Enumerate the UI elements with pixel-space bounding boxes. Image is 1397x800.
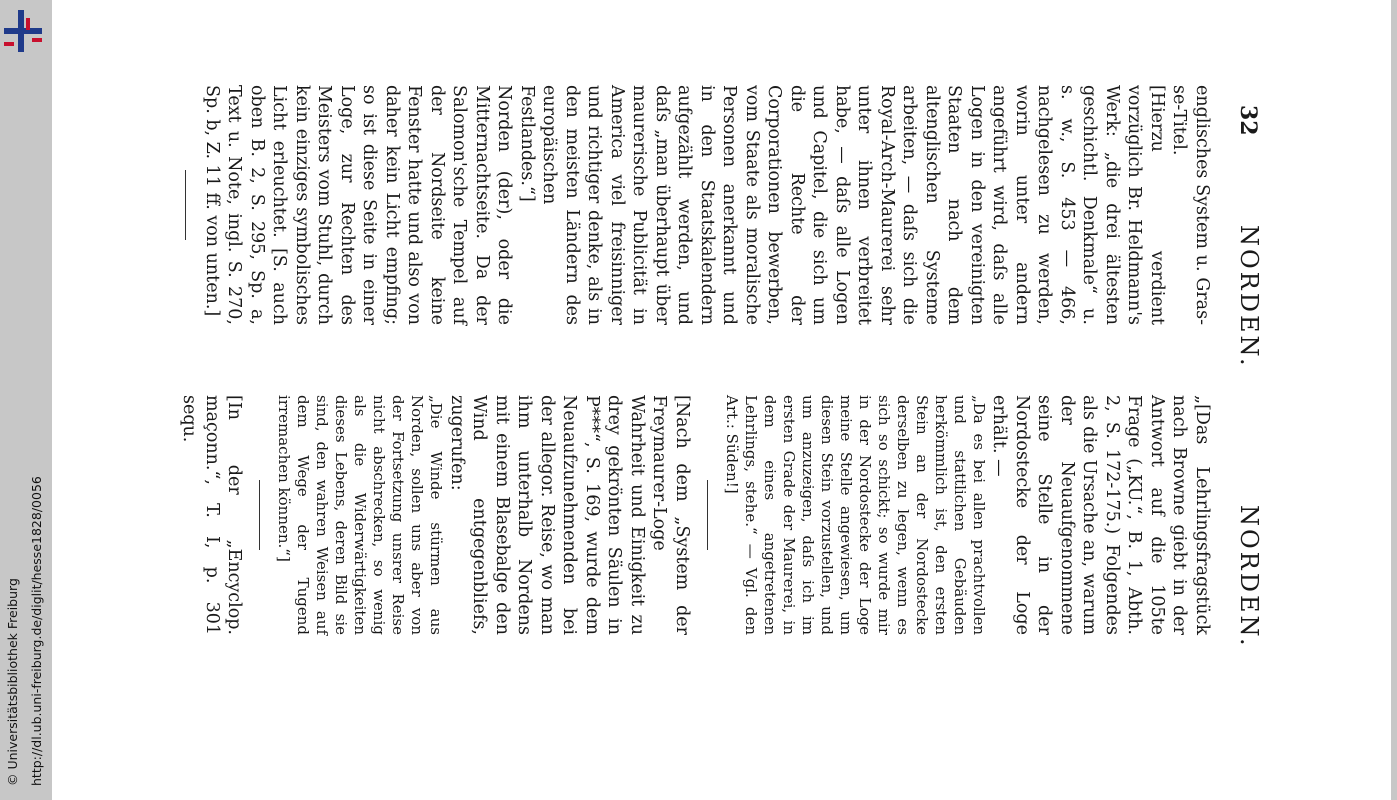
source-url[interactable]: http://dl.ub.uni-freiburg.de/diglit/hesse1828/0056 — [29, 476, 44, 786]
right-para-3: [Nach dem „System der Freymaurer-Loge Wahrheit und Einigkeit zu drey gekrönten Säulen in P***“, S. 169, wurde dem Neuaufzunehmenden bei der allegor. Reise, wo man ihm unterhalb Nordens mit einem Blasebalge den Wind entgegenbliefs, zugerufen: — [447, 395, 692, 635]
divider — [260, 480, 261, 550]
header-right: NORDEN. — [1235, 505, 1263, 649]
viewer-sidebar — [0, 0, 52, 800]
scroll-strip[interactable] — [1391, 0, 1397, 800]
running-header — [1225, 85, 1265, 685]
divider — [707, 480, 708, 550]
left-para-2: [Hierzu verdient vorzüglich Br. Heldmann's Werk: „die drei ältesten geschichtl. Denkmale“ u. s. w., S. 453 — 466, nachgelesen zu werden, worin unter andern angeführt wird, daſs alle Logen in den vereinigten Staaten nach dem altenglischen Systeme arbeiten, — daſs sich die Royal-Arch-Maurerei sehr unter ihnen verbreitet habe, — daſs alle Logen und Capitel, die sich um die Rechte der Corporationen bewerben, vom Staate als moralische Personen anerkannt und in den Staatskalendern aufgezählt werden, und daſs „man überhaupt über maurerische Publicität in America viel freisinniger und richtiger denke, als in den meisten Ländern des europäischen Festlandes.“] — [517, 85, 1167, 325]
right-para-4: „Die Winde stürmen aus Norden, sollen uns aber von der Fortsetzung unsrer Reise nicht abschrecken, so wenig als die Widerwärtigkeiten dieses Lebens, deren Bild sie sind, den wahren Weisen auf dem Wege der Tugend irremachen können.“] — [275, 395, 446, 635]
left-column — [202, 85, 1213, 325]
scanned-page — [179, 85, 1265, 685]
right-para-1: „[Das Lehrlingsfragstück nach Browne giebt in der Antwort auf die 105te Frage („KU.“, B. 1, Abth. 2, S. 172-175.) Folgendes als die Ursache an, warum der Neuaufgenommene seine Stelle in der Nordostecke der Loge erhält. — — [989, 395, 1212, 635]
copyright-notice: © Universitätsbibliothek Freiburg — [5, 578, 20, 786]
right-column — [178, 395, 1213, 635]
page-number: 32 — [1235, 105, 1261, 136]
header-left: NORDEN. — [1235, 225, 1263, 369]
left-para-1: englisches System u. Gras-se-Titel. — [1169, 85, 1212, 325]
divider — [186, 170, 187, 240]
right-para-2: „Da es bei allen prachtvollen und stattlichen Gebäuden herkömmlich ist, den ersten Stein an der Nordostecke derselben zu legen, wenn es sich so schickt; so wurde mir in der Nordostecke der Loge meine Stelle angewiesen, um diesen Stein vorzustellen, und um anzuzeigen, daſs ich im ersten Grade der Maurerei, in dem eines angetretenen Lehrlings, stehe.“ — Vgl. den Art.: Süden!] — [723, 395, 988, 635]
left-para-3: Norden (der), oder die Mitternachtseite. Da der Salomon'sche Tempel auf der Nordseite keine Fenster hatte und also von daher kein Licht empfing; so ist diese Seite in einer Loge, zur Rechten des Meisters vom Stuhl, durch kein einziges symbolisches Licht erleuchtet. [S. auch oben B. 2, S. 295, Sp. a, Text u. Note, ingl. S. 270, Sp. b, Z. 11 ff. von unten.] — [202, 85, 515, 325]
right-para-5: [In der „Encyclop. maçonn.“, T. I, p. 301 sequ. — [179, 395, 245, 635]
